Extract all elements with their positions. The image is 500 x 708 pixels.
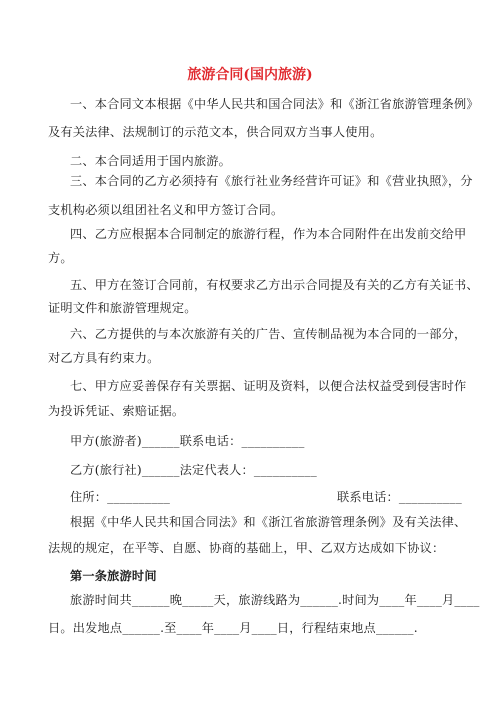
clause-5-line-2: 证明文件和旅游管理规定。 (48, 301, 197, 315)
contact-phone-field: 联系电话：__________ (337, 490, 462, 504)
clause-6-line-1: 六、乙方提供的与本次旅游有关的广告、宣传制品视为本合同的一部分， (70, 327, 467, 341)
party-a-info: 甲方(旅游者)______联系电话：__________ (70, 434, 305, 448)
clause-7-line-1: 七、甲方应妥善保存有关票据、证明及资料，以便合法权益受到侵害时作 (70, 379, 467, 393)
article-1-line-2: 日。出发地点______.至____年____月____日，行程结束地点______. (48, 621, 418, 635)
preamble-line-1: 根据《中华人民共和国合同法》和《浙江省旅游管理条例》及有关法律、 (70, 515, 467, 529)
clause-1-line-2: 及有关法律、法规制订的示范文本，供合同双方当事人使用。 (48, 125, 383, 139)
clause-4-line-2: 方。 (48, 251, 73, 265)
clause-3-line-1: 三、本合同的乙方必须持有《旅行社业务经营许可证》和《营业执照》，分 (70, 174, 473, 188)
article-1-heading: 第一条旅游时间 (70, 569, 157, 583)
address-field: 住所：__________ (70, 490, 171, 504)
clause-2: 二、本合同适用于国内旅游。 (70, 154, 232, 168)
clause-4-line-1: 四、乙方应根据本合同制定的旅游行程，作为本合同附件在出发前交给甲 (70, 227, 467, 241)
article-1-line-1: 旅游时间共______晚_____天，旅游线路为______.时间为____年____月____ (70, 593, 480, 607)
contract-title: 旅游合同(国内旅游) (187, 67, 313, 83)
clause-1-line-1: 一、本合同文本根据《中华人民共和国合同法》和《浙江省旅游管理条例》 (70, 97, 479, 111)
clause-3-line-2: 支机构必须以组团社名义和甲方签订合同。 (48, 203, 284, 217)
clause-5-line-1: 五、甲方在签订合同前，有权要求乙方出示合同提及有关的乙方有关证书、 (70, 278, 479, 292)
clause-7-line-2: 为投诉凭证、索赔证据。 (48, 404, 185, 418)
clause-6-line-2: 对乙方具有约束力。 (48, 351, 160, 365)
party-b-info: 乙方(旅行社)______法定代表人：__________ (70, 463, 317, 477)
preamble-line-2: 法规的规定，在平等、自愿、协商的基础上，甲、乙双方达成如下协议： (48, 541, 445, 555)
